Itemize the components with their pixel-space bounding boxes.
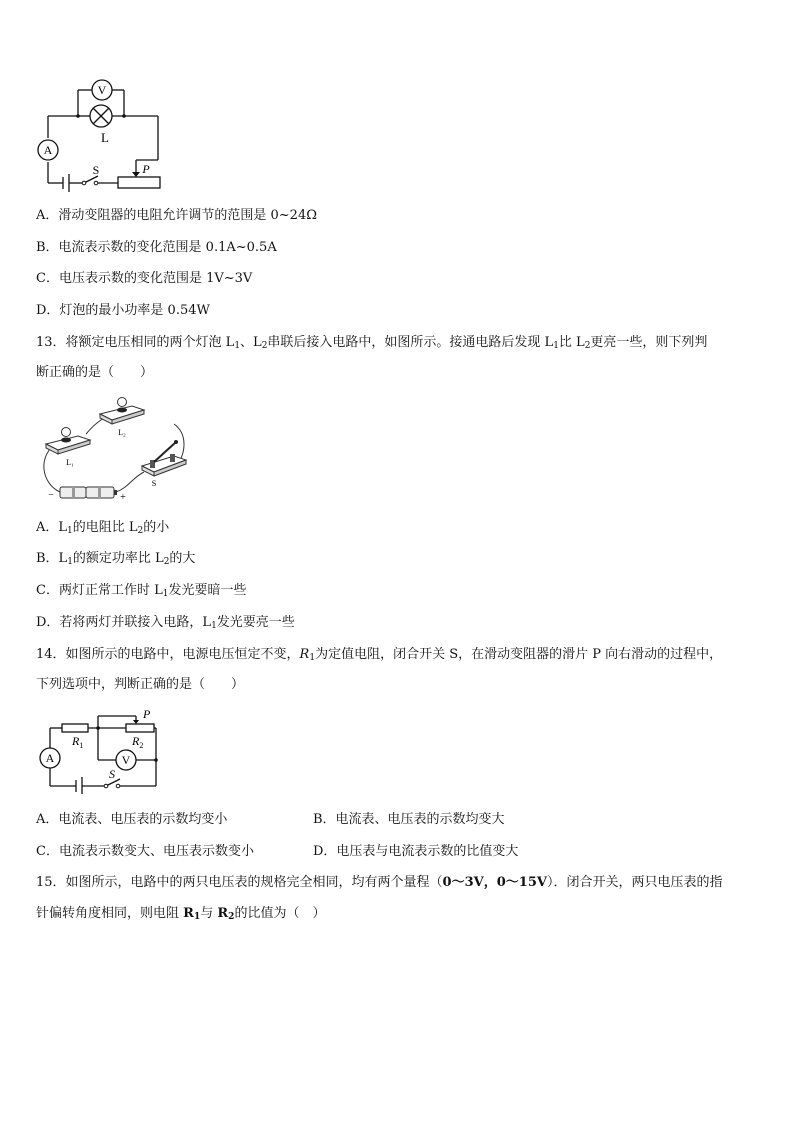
ammeter-label-14: A bbox=[45, 751, 55, 765]
lamp-l1-label: L₁ bbox=[66, 458, 74, 467]
q15-stem: 15．如图所示，电路中的两只电压表的规格完全相同，均有两个量程（0～3V，0～15V）．闭合开关，两只电压表的指 bbox=[36, 875, 723, 890]
slider-p-label: P bbox=[143, 708, 151, 721]
lamp-label: L bbox=[101, 130, 109, 145]
q15-stem-line2: 针偏转角度相同，则电阻 $R_1$与 $R_2$的比值为（ ） bbox=[36, 906, 326, 922]
battery-minus: − bbox=[48, 490, 54, 501]
q13-option-c: C．两灯正常工作时 $L_1$发光要暗一些 bbox=[36, 583, 247, 599]
q12-circuit-diagram bbox=[36, 76, 166, 192]
q14-option-b: B．电流表、电压表的示数均变大 bbox=[313, 812, 505, 827]
slider-label: P bbox=[142, 162, 150, 176]
switch-label: S bbox=[92, 163, 100, 177]
q14-option-c: C．电流表示数变大、电压表示数变小 bbox=[36, 844, 254, 859]
q13-option-a: A．$L_1$的电阻比 $L_2$的小 bbox=[36, 520, 170, 536]
q12-option-c: C．电压表示数的变化范围是 1V~3V bbox=[36, 271, 253, 286]
switch-s-label: S bbox=[151, 479, 157, 488]
voltmeter-label-14: V bbox=[121, 753, 131, 767]
q13-circuit-illustration bbox=[36, 394, 196, 506]
q12-option-b: B．电流表示数的变化范围是 0.1A~0.5A bbox=[36, 240, 277, 255]
switch-s14-label: S bbox=[109, 767, 115, 781]
q12-option-a: A．滑动变阻器的电阻允许调节的范围是 0~24Ω bbox=[36, 208, 318, 223]
ammeter-label: A bbox=[43, 143, 53, 157]
q13-option-b: B．$L_1$的额定功率比 $L_2$的大 bbox=[36, 551, 196, 567]
q12-option-d: D．灯泡的最小功率是 0.54W bbox=[36, 303, 210, 318]
battery-plus: + bbox=[120, 492, 126, 503]
q14-stem: 14．如图所示的电路中，电源电压恒定不变，$R_1$为定值电阻，闭合开关 S，在滑动变阻器的滑片 P 向右滑动的过程中， bbox=[36, 647, 723, 663]
q14-stem-line2: 下列选项中，判断正确的是（ ） bbox=[36, 677, 245, 692]
q13-stem: 13．将额定电压相同的两个灯泡 $L_1$、$L_2$串联后接入电路中，如图所示。接通电路后发现 $L_1$比 $L_2$更亮一些，则下列判 bbox=[36, 335, 708, 351]
q13-stem-line2: 断正确的是（ ） bbox=[36, 365, 154, 380]
q13-option-d: D．若将两灯并联接入电路，$L_1$发光要亮一些 bbox=[36, 615, 295, 631]
q14-circuit-diagram bbox=[36, 708, 166, 794]
q14-option-d: D．电压表与电流表示数的比值变大 bbox=[313, 844, 519, 859]
q14-option-a: A．电流表、电压表的示数均变小 bbox=[36, 812, 228, 827]
voltmeter-label: V bbox=[97, 83, 107, 97]
r1-label: $R_1$ bbox=[72, 734, 84, 750]
lamp-l2-label: L₂ bbox=[118, 428, 126, 437]
r2-label: $R_2$ bbox=[132, 734, 144, 750]
